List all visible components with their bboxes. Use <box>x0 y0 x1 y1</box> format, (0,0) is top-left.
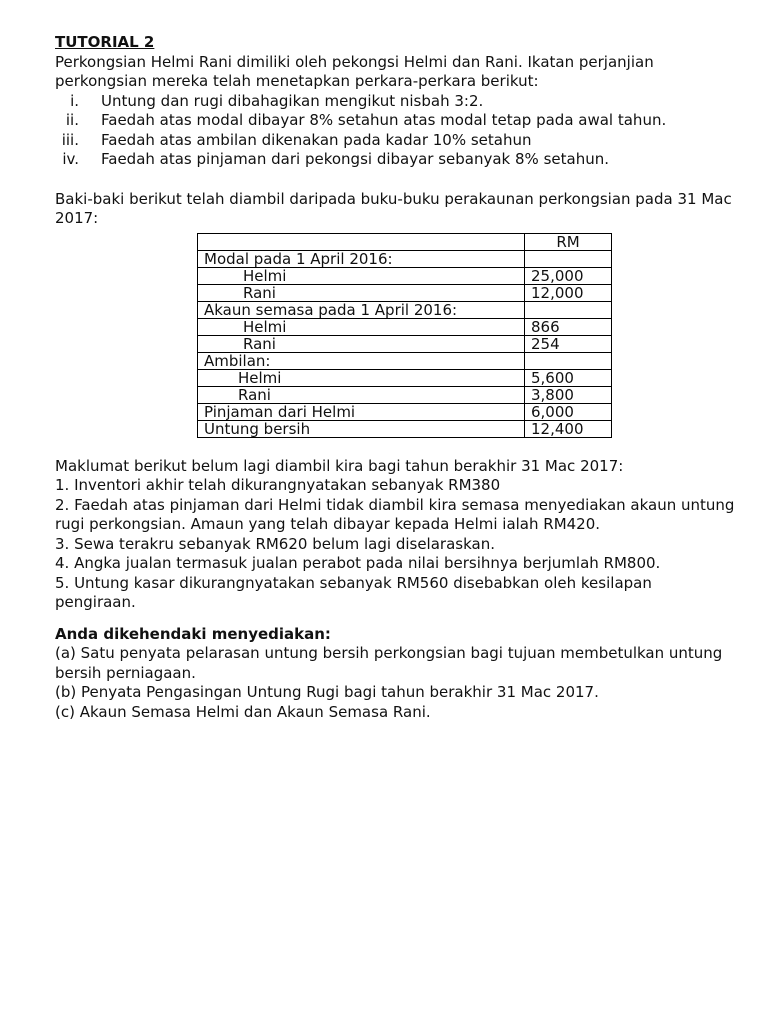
table-row <box>198 250 612 267</box>
required-item: (a) Satu penyata pelarasan untung bersih perkongsian bagi tujuan membetulkan untung bersih perniagaan. <box>55 644 723 682</box>
row-label: Helmi <box>198 318 525 335</box>
table-cell <box>198 233 525 250</box>
row-label: Pinjaman dari Helmi <box>198 403 525 420</box>
table-row <box>198 420 612 437</box>
table-header-row <box>198 233 612 250</box>
term-item <box>55 111 735 131</box>
term-number: iii. <box>61 130 79 149</box>
row-label: Akaun semasa pada 1 April 2016: <box>198 301 525 318</box>
info-item: 5. Untung kasar dikurangnyatakan sebanyak RM560 disebabkan oleh kesilapan pengiraan. <box>55 573 652 611</box>
page-title: TUTORIAL 2 <box>55 33 155 51</box>
balances-table <box>197 233 612 438</box>
table-row <box>198 267 612 284</box>
row-amount <box>525 352 612 369</box>
row-label: Rani <box>198 386 525 403</box>
term-text: Faedah atas pinjaman dari pekongsi dibayar sebanyak 8% setahun. <box>101 150 609 168</box>
term-number: iv. <box>62 150 79 168</box>
info-item: 1. Inventori akhir telah dikurangnyatakan sebanyak RM380 <box>55 476 501 494</box>
term-item <box>55 131 735 151</box>
row-amount: 3,800 <box>525 386 612 403</box>
term-number: i. <box>70 91 79 110</box>
spacer <box>55 170 735 190</box>
intro-paragraph: Perkongsian Helmi Rani dimiliki oleh pekongsi Helmi dan Rani. Ikatan perjanjian perkongsian mereka telah menetapkan perkara-perkara berikut: <box>55 52 654 90</box>
term-text: Faedah atas ambilan dikenakan pada kadar 10% setahun <box>101 130 532 149</box>
term-item <box>55 150 735 170</box>
row-amount <box>525 250 612 267</box>
table-row <box>198 386 612 403</box>
required-item: (c) Akaun Semasa Helmi dan Akaun Semasa Rani. <box>55 702 431 721</box>
required-heading: Anda dikehendaki menyediakan: <box>55 624 331 643</box>
rm-header: RM <box>525 233 612 250</box>
row-label: Modal pada 1 April 2016: <box>198 250 525 267</box>
row-label: Helmi <box>198 267 525 284</box>
table-row <box>198 301 612 318</box>
table-row <box>198 403 612 420</box>
row-amount: 12,000 <box>525 284 612 301</box>
required-item: (b) Penyata Pengasingan Untung Rugi bagi tahun berakhir 31 Mac 2017. <box>55 683 599 701</box>
table-row <box>198 284 612 301</box>
info-item: 2. Faedah atas pinjaman dari Helmi tidak diambil kira semasa menyediakan akaun untung rugi perkongsian. Amaun yang telah dibayar kepada Helmi ialah RM420. <box>55 495 735 533</box>
row-amount: 254 <box>525 335 612 352</box>
table-row <box>198 352 612 369</box>
row-label: Untung bersih <box>198 420 525 437</box>
table-row <box>198 318 612 335</box>
term-text: Faedah atas modal dibayar 8% setahun atas modal tetap pada awal tahun. <box>101 111 667 129</box>
table-row <box>198 369 612 386</box>
row-amount <box>525 301 612 318</box>
row-label: Ambilan: <box>198 352 525 369</box>
row-amount: 866 <box>525 318 612 335</box>
spacer <box>55 613 735 625</box>
row-label: Rani <box>198 335 525 352</box>
balances-intro: Baki-baki berikut telah diambil daripada buku-buku perakaunan perkongsian pada 31 Mac 2017: <box>55 189 732 227</box>
row-amount: 5,600 <box>525 369 612 386</box>
row-label: Helmi <box>198 369 525 386</box>
term-item <box>55 92 735 112</box>
row-amount: 6,000 <box>525 403 612 420</box>
terms-list <box>55 92 735 170</box>
row-amount: 25,000 <box>525 267 612 284</box>
term-text: Untung dan rugi dibahagikan mengikut nisbah 3:2. <box>101 91 484 110</box>
info-item: 3. Sewa terakru sebanyak RM620 belum lagi diselaraskan. <box>55 534 495 553</box>
term-number: ii. <box>65 111 79 129</box>
document-page <box>55 33 735 722</box>
row-label: Rani <box>198 284 525 301</box>
spacer <box>55 438 735 457</box>
info-intro: Maklumat berikut belum lagi diambil kira bagi tahun berakhir 31 Mac 2017: <box>55 456 624 475</box>
table-row <box>198 335 612 352</box>
row-amount: 12,400 <box>525 420 612 437</box>
info-item: 4. Angka jualan termasuk jualan perabot pada nilai bersihnya berjumlah RM800. <box>55 554 661 572</box>
